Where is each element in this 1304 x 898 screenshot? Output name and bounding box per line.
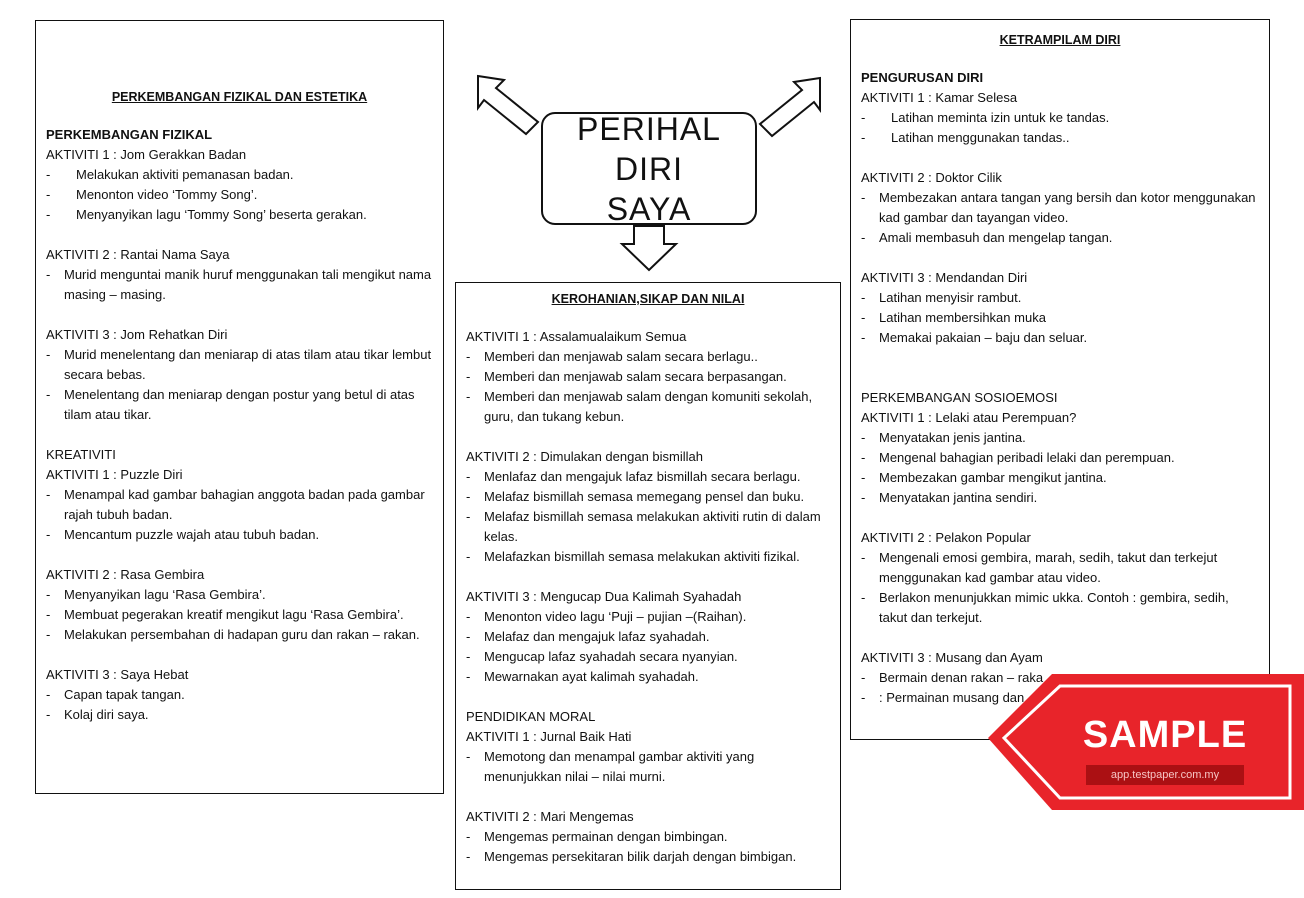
activity-section [861, 68, 1259, 148]
activity-section [46, 125, 433, 225]
activity-heading: AKTIVITI 1 : Assalamualaikum Semua [466, 329, 687, 344]
activity-item-list [46, 265, 433, 305]
activity-item: - Membuat pegerakan kreatif mengikut lagu ‘Rasa Gembira’. [46, 605, 433, 625]
activity-item: - Menyanyikan lagu ‘Rasa Gembira’. [46, 585, 433, 605]
category-heading: KREATIVITI [46, 447, 116, 462]
section-subtitle: PENGURUSAN DIRI [861, 70, 984, 85]
activity-item: - Latihan membersihkan muka [861, 308, 1259, 328]
activity-item: - Latihan menggunakan tandas.. [861, 128, 1259, 148]
category-heading: PERKEMBANGAN SOSIOEMOSI [861, 390, 1058, 405]
activity-item-list [861, 288, 1259, 348]
box-perkembangan-fizikal [35, 20, 444, 794]
activity-section [861, 268, 1259, 348]
activity-item-list [861, 428, 1259, 508]
activity-heading: AKTIVITI 3 : Mengucap Dua Kalimah Syahadah [466, 589, 742, 604]
activity-item: - Membezakan gambar mengikut jantina. [861, 468, 1259, 488]
activity-heading: AKTIVITI 1 : Jurnal Baik Hati [466, 729, 632, 744]
activity-item: - Menlafaz dan mengajuk lafaz bismillah secara berlagu. [466, 467, 830, 487]
center-topic-line1: PERIHAL DIRI [577, 110, 721, 187]
activity-item: - Mengucap lafaz syahadah secara nyanyian. [466, 647, 830, 667]
activity-item: - Mewarnakan ayat kalimah syahadah. [466, 667, 830, 687]
activity-heading: AKTIVITI 2 : Dimulakan dengan bismillah [466, 449, 703, 464]
activity-item: - Memberi dan menjawab salam secara berlagu.. [466, 347, 830, 367]
box-ketrampilan [850, 19, 1270, 740]
activity-item: - Capan tapak tangan. [46, 685, 433, 705]
activity-item: - Mengenal bahagian peribadi lelaki dan perempuan. [861, 448, 1259, 468]
activity-item: - Melafaz bismillah semasa melakukan aktiviti rutin di dalam kelas. [466, 507, 830, 547]
activity-item: - Memberi dan menjawab salam dengan komuniti sekolah, guru, dan tukang kebun. [466, 387, 830, 427]
activity-section [466, 807, 830, 867]
activity-item-list [466, 467, 830, 567]
activity-item: - Latihan menyisir rambut. [861, 288, 1259, 308]
activity-heading: AKTIVITI 1 : Jom Gerakkan Badan [46, 147, 247, 162]
activity-item: - Latihan meminta izin untuk ke tandas. [861, 108, 1259, 128]
activity-item: - : Permainan musang dan [861, 688, 1259, 708]
activity-section [466, 327, 830, 427]
activity-item: - Bermain denan rakan – raka [861, 668, 1259, 688]
activity-item: - Melakukan persembahan di hadapan guru dan rakan – rakan. [46, 625, 433, 645]
activity-item: - Memakai pakaian – baju dan seluar. [861, 328, 1259, 348]
activity-section [46, 245, 433, 305]
section-list [46, 125, 433, 725]
activity-heading: AKTIVITI 3 : Saya Hebat [46, 667, 189, 682]
activity-section [861, 528, 1259, 628]
activity-section [46, 325, 433, 425]
activity-section [861, 388, 1259, 508]
activity-item: - Memotong dan menampal gambar aktiviti yang menunjukkan nilai – nilai murni. [466, 747, 830, 787]
activity-item: - Kolaj diri saya. [46, 705, 433, 725]
center-topic-line2: SAYA [606, 190, 692, 227]
activity-item: - Menampal kad gambar bahagian anggota badan pada gambar rajah tubuh badan. [46, 485, 433, 525]
activity-section [46, 565, 433, 645]
center-topic-box [541, 112, 757, 225]
sample-watermark-label: SAMPLE [1082, 714, 1248, 756]
activity-item-list [466, 747, 830, 787]
activity-item: - Memberi dan menjawab salam secara berpasangan. [466, 367, 830, 387]
arrow-up-right-icon [750, 72, 830, 142]
arrow-down-icon [618, 224, 680, 274]
arrow-up-left-icon [470, 70, 550, 140]
activity-item-list [46, 685, 433, 725]
activity-item: - Menonton video ‘Tommy Song’. [46, 185, 433, 205]
activity-section [46, 665, 433, 725]
activity-item-list [861, 188, 1259, 248]
activity-heading: AKTIVITI 2 : Pelakon Popular [861, 530, 1031, 545]
activity-heading: AKTIVITI 3 : Mendandan Diri [861, 270, 1028, 285]
activity-item: - Mengemas permainan dengan bimbingan. [466, 827, 830, 847]
box-title: KEROHANIAN,SIKAP DAN NILAI [551, 292, 745, 306]
activity-heading: AKTIVITI 2 : Doktor Cilik [861, 170, 1002, 185]
activity-item-list [46, 585, 433, 645]
box-kerohanian [455, 282, 841, 890]
activity-item-list [46, 485, 433, 545]
activity-item: - Menyatakan jantina sendiri. [861, 488, 1259, 508]
activity-item: - Menyatakan jenis jantina. [861, 428, 1259, 448]
activity-item-list [46, 165, 433, 225]
activity-section [466, 587, 830, 687]
activity-heading: AKTIVITI 2 : Rasa Gembira [46, 567, 205, 582]
activity-item: - Mengemas persekitaran bilik darjah dengan bimbigan. [466, 847, 830, 867]
activity-section [861, 168, 1259, 248]
activity-item-list [466, 827, 830, 867]
activity-item-list [466, 607, 830, 687]
activity-item: - Amali membasuh dan mengelap tangan. [861, 228, 1259, 248]
activity-item-list [466, 347, 830, 427]
activity-heading: AKTIVITI 2 : Rantai Nama Saya [46, 247, 230, 262]
activity-heading: AKTIVITI 1 : Lelaki atau Perempuan? [861, 410, 1077, 425]
activity-section [466, 447, 830, 567]
activity-item: - Melafaz bismillah semasa memegang pensel dan buku. [466, 487, 830, 507]
section-list [861, 68, 1259, 708]
activity-item: - Mencantum puzzle wajah atau tubuh badan. [46, 525, 433, 545]
activity-item-list [861, 548, 1259, 628]
activity-item: - Murid menelentang dan meniarap di atas tilam atau tikar lembut secara bebas. [46, 345, 433, 385]
section-subtitle: PERKEMBANGAN FIZIKAL [46, 127, 213, 142]
activity-item: - Melafaz dan mengajuk lafaz syahadah. [466, 627, 830, 647]
activity-heading: AKTIVITI 1 : Puzzle Diri [46, 467, 183, 482]
activity-item: - Melafazkan bismillah semasa melakukan aktiviti fizikal. [466, 547, 830, 567]
activity-heading: AKTIVITI 3 : Musang dan Ayam [861, 650, 1043, 665]
sample-watermark-url: app.testpaper.com.my [1086, 765, 1244, 785]
activity-section [466, 707, 830, 787]
activity-item: - Murid menguntai manik huruf menggunakan tali mengikut nama masing – masing. [46, 265, 433, 305]
activity-item-list [46, 345, 433, 425]
activity-heading: AKTIVITI 3 : Jom Rehatkan Diri [46, 327, 228, 342]
activity-item: - Membezakan antara tangan yang bersih dan kotor menggunakan kad gambar dan tayangan video. [861, 188, 1259, 228]
box-title: KETRAMPILAM DIRI [999, 33, 1121, 47]
activity-item: - Berlakon menunjukkan mimic ukka. Contoh : gembira, sedih, takut dan terkejut. [861, 588, 1259, 628]
activity-heading: AKTIVITI 1 : Kamar Selesa [861, 90, 1018, 105]
activity-heading: AKTIVITI 2 : Mari Mengemas [466, 809, 634, 824]
activity-item: - Menyanyikan lagu ‘Tommy Song’ beserta gerakan. [46, 205, 433, 225]
category-heading: PENDIDIKAN MORAL [466, 709, 596, 724]
activity-item: - Menonton video lagu ‘Puji – pujian –(Raihan). [466, 607, 830, 627]
section-list [466, 327, 830, 867]
activity-item: - Mengenali emosi gembira, marah, sedih, takut dan terkejut menggunakan kad gambar atau video. [861, 548, 1259, 588]
box-title: PERKEMBANGAN FIZIKAL DAN ESTETIKA [111, 90, 368, 104]
activity-item-list [861, 108, 1259, 148]
activity-item: - Menelentang dan meniarap dengan postur yang betul di atas tilam atau tikar. [46, 385, 433, 425]
activity-section [46, 445, 433, 545]
activity-item: - Melakukan aktiviti pemanasan badan. [46, 165, 433, 185]
